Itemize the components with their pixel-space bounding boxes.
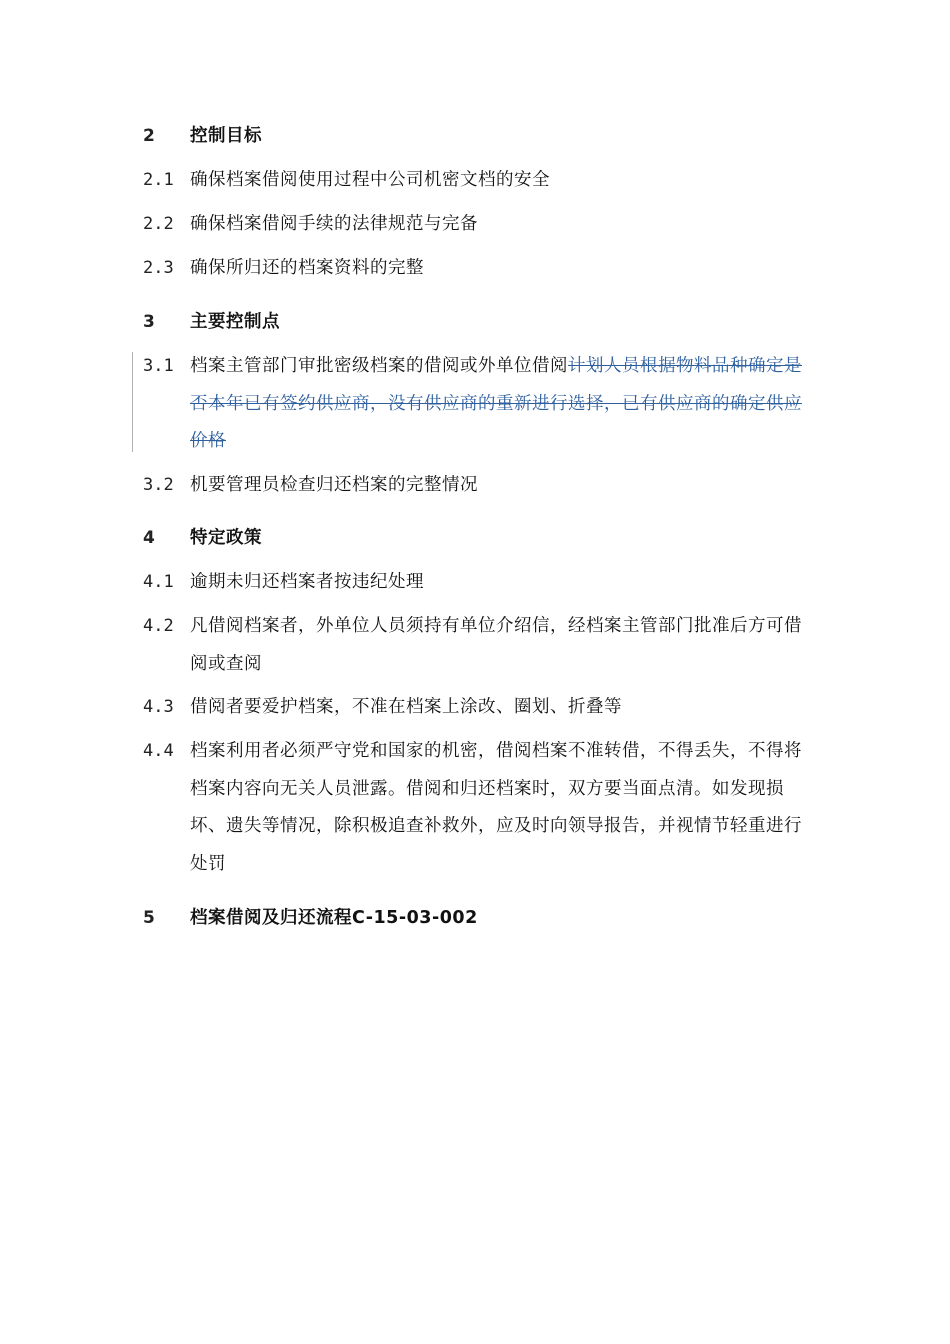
section-number: 4	[143, 528, 155, 548]
item-text: 档案主管部门审批密级档案的借阅或外单位借阅	[190, 356, 568, 376]
section-number: 2	[143, 126, 155, 146]
item-number: 2.3	[143, 258, 174, 278]
section-number: 3	[143, 312, 155, 332]
item-text: 确保档案借阅使用过程中公司机密文档的安全	[190, 170, 550, 190]
item-number: 4.1	[143, 572, 174, 592]
item-text: 逾期未归还档案者按违纪处理	[190, 572, 424, 592]
item-text: 档案利用者必须严守党和国家的机密，借阅档案不准转借，不得丢失，不得将档案内容向无关人员泄露。借阅和归还档案时，双方要当面点清。如发现损坏、遗失等情况，除积极追查补救外，应及时向领导报告，并视情节轻重进行处罚	[190, 741, 802, 874]
item-text: 确保档案借阅手续的法律规范与完备	[190, 214, 478, 234]
item-number: 4.2	[143, 616, 174, 636]
item-number: 2.1	[143, 170, 174, 190]
section-number: 5	[143, 908, 155, 928]
item-number: 2.2	[143, 214, 174, 234]
item-text: 确保所归还的档案资料的完整	[190, 258, 424, 278]
item-text: 借阅者要爱护档案，不准在档案上涂改、圈划、折叠等	[190, 697, 622, 717]
item-text-with-revision	[190, 348, 805, 461]
revision-change-bar	[132, 352, 133, 452]
section-title: 档案借阅及归还流程C-15-03-002	[190, 908, 478, 928]
item-number: 3.2	[143, 475, 174, 495]
item-number: 3.1	[143, 356, 174, 376]
item-text: 凡借阅档案者，外单位人员须持有单位介绍信，经档案主管部门批准后方可借阅或查阅	[190, 616, 802, 674]
deleted-text: 计划人员根据物料品种确定是否本年已有签约供应商，没有供应商的重新进行选择，已有供应商的确定供应价格	[190, 356, 802, 451]
item-text: 机要管理员检查归还档案的完整情况	[190, 475, 478, 495]
section-title: 特定政策	[190, 528, 262, 548]
item-number: 4.4	[143, 741, 174, 761]
item-number: 4.3	[143, 697, 174, 717]
section-title: 控制目标	[190, 126, 262, 146]
section-title: 主要控制点	[190, 312, 280, 332]
